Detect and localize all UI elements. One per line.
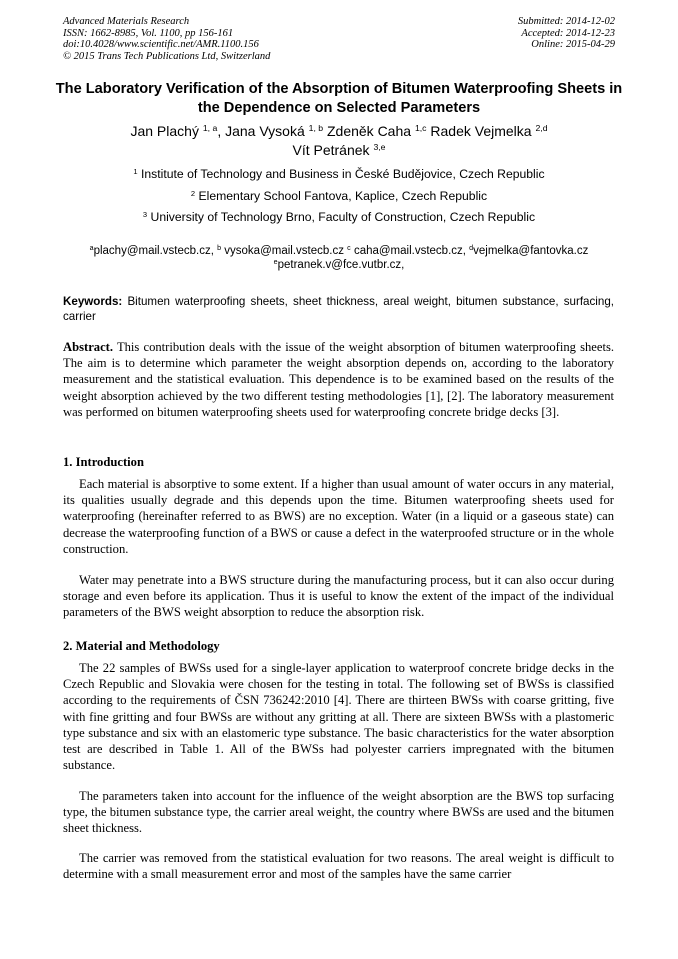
author-separator: , — [217, 123, 226, 139]
keywords-text: Bitumen waterproofing sheets, sheet thickness, areal weight, bitumen substance, surfacing, carrier — [63, 295, 614, 323]
author-line-2 — [50, 141, 628, 160]
abstract-text: This contribution deals with the issue of the weight absorption of bitumen waterproofing sheets. The aim is to determine which parameter the weight absorption depends on, according to the laboratory measurement and the statistical evaluation. This dependence is to be examined based on the results of the weight absorption achieved by the two different testing methodologies [1], [2]. The laboratory measurement was performed on bitumen waterproofing sheets used for waterproofing concrete bridge decks [3]. — [63, 340, 614, 419]
paragraph: The 22 samples of BWSs used for a single-layer application to waterproof concrete bridge decks in the Czech Republic and Slovakia were chosen for the testing in total. The following set of BWSs is classified according to the requirements of ČSN 736242:2010 [4]. There are thirteen BWSs with coarse gritting, five with fine gritting and four BWSs are without any gritting at all. There are sixteen BWSs with a plastomeric type substance and six with an elastomeric type substance. The basic characteristics for the water absorption test are described in Table 1. All of the BWSs had polyester carriers impregnated with the bitumen substance. — [63, 661, 614, 773]
abstract — [63, 339, 614, 420]
email-link[interactable]: petranek.v@fce.vutbr.cz, — [277, 258, 405, 271]
author-line-1 — [50, 122, 628, 141]
paragraph: The carrier was removed from the statistical evaluation for two reasons. The areal weight is difficult to determine with a small measurement error and most of the samples have the same carrier — [63, 851, 614, 882]
email-link[interactable]: vysoka@mail.vstecb.cz — [224, 245, 344, 257]
section-heading: 1. Introduction — [63, 455, 144, 469]
author-name: Zdeněk Caha — [326, 123, 412, 139]
email-link[interactable]: vejmelka@fantovka.cz — [473, 245, 589, 257]
affiliation-number: 2 — [190, 188, 196, 198]
author-affiliation-sup: 3,e — [373, 142, 386, 153]
dates-header — [518, 16, 615, 51]
author-affiliation-sup: 1, a — [202, 123, 218, 134]
section-heading: 2. Material and Methodology — [63, 639, 220, 653]
affiliation-number: 3 — [142, 209, 148, 219]
author-name: Radek Vejmelka — [430, 123, 532, 139]
keywords — [63, 295, 614, 324]
keywords-label: Keywords: — [63, 295, 123, 308]
journal-header — [63, 16, 270, 62]
author-affiliation-sup: 2,d — [535, 123, 548, 134]
email-line-1: $^a$plachy@mail.vstecb.cz, $^b$ vysoka@mail.vstecb.cz $^c$ caha@mail.vstecb.cz, $^d$vejmelka@fantovka.cz — [89, 244, 589, 257]
journal-name: Advanced Materials Research — [63, 16, 190, 27]
doi-line: doi:10.4028/www.scientific.net/AMR.1100.156 — [63, 39, 259, 50]
abstract-label: Abstract. — [63, 340, 114, 354]
author-name: Jana Vysoká — [225, 123, 305, 139]
email-list — [50, 245, 628, 272]
affiliation-1 — [50, 167, 628, 182]
copyright-line: © 2015 Trans Tech Publications Ltd, Switzerland — [63, 50, 271, 62]
issn-line: ISSN: 1662-8985, Vol. 1100, pp 156-161 — [63, 27, 234, 39]
online-date: Online: 2015-04-29 — [531, 39, 615, 50]
author-list — [50, 122, 628, 160]
paragraph: Each material is absorptive to some extent. If a higher than usual amount of water occurs in any material, its qualities usually degrade and this depends upon the time. Bitumen waterproofing sheets used for waterproofing (hereinafter referred to as BWS) are no exception. Water (in a liquid or a gaseous state) can decrease the waterproofing function of a BWS or cause a defect in the waterproofed structure or in the whole construction. — [63, 477, 614, 556]
paragraph: Water may penetrate into a BWS structure during the manufacturing process, but it can also occur during storage and even before its application. Thus it is useful to know the extent of the impact of the individual parameters of the BWS weight absorption to reduce the absorption risk. — [63, 573, 614, 620]
accepted-date: Accepted: 2014-12-23 — [521, 27, 615, 39]
affiliation-text: Elementary School Fantova, Kaplice, Czech Republic — [198, 189, 488, 203]
author-affiliation-sup: 1,c — [414, 123, 427, 134]
paragraph: The parameters taken into account for the influence of the weight absorption are the BWS top surfacing type, the bitumen substance type, the carrier areal weight, the country where BWSs are used and the bitumen sheet thickness. — [63, 789, 614, 836]
affiliation-text: University of Technology Brno, Faculty of Construction, Czech Republic — [150, 210, 536, 224]
affiliation-number: 1 — [133, 166, 138, 176]
affiliation-3 — [50, 210, 628, 225]
affiliation-2 — [50, 189, 628, 204]
submitted-date: Submitted: 2014-12-02 — [517, 16, 615, 27]
affiliation-text: Institute of Technology and Business in České Budějovice, Czech Republic — [141, 167, 545, 181]
email-link[interactable]: caha@mail.vstecb.cz, — [353, 245, 466, 257]
author-name: Vít Petránek — [292, 142, 370, 158]
paper-title: The Laboratory Verification of the Absorption of Bitumen Waterproofing Sheets in the Dependence on Selected Parameters — [55, 81, 623, 116]
email-link[interactable]: plachy@mail.vstecb.cz, — [93, 245, 214, 257]
author-affiliation-sup: 1, b — [308, 123, 324, 134]
author-name: Jan Plachý — [130, 123, 199, 139]
email-line-2: $^e$petranek.v@fce.vutbr.cz, — [273, 257, 405, 271]
